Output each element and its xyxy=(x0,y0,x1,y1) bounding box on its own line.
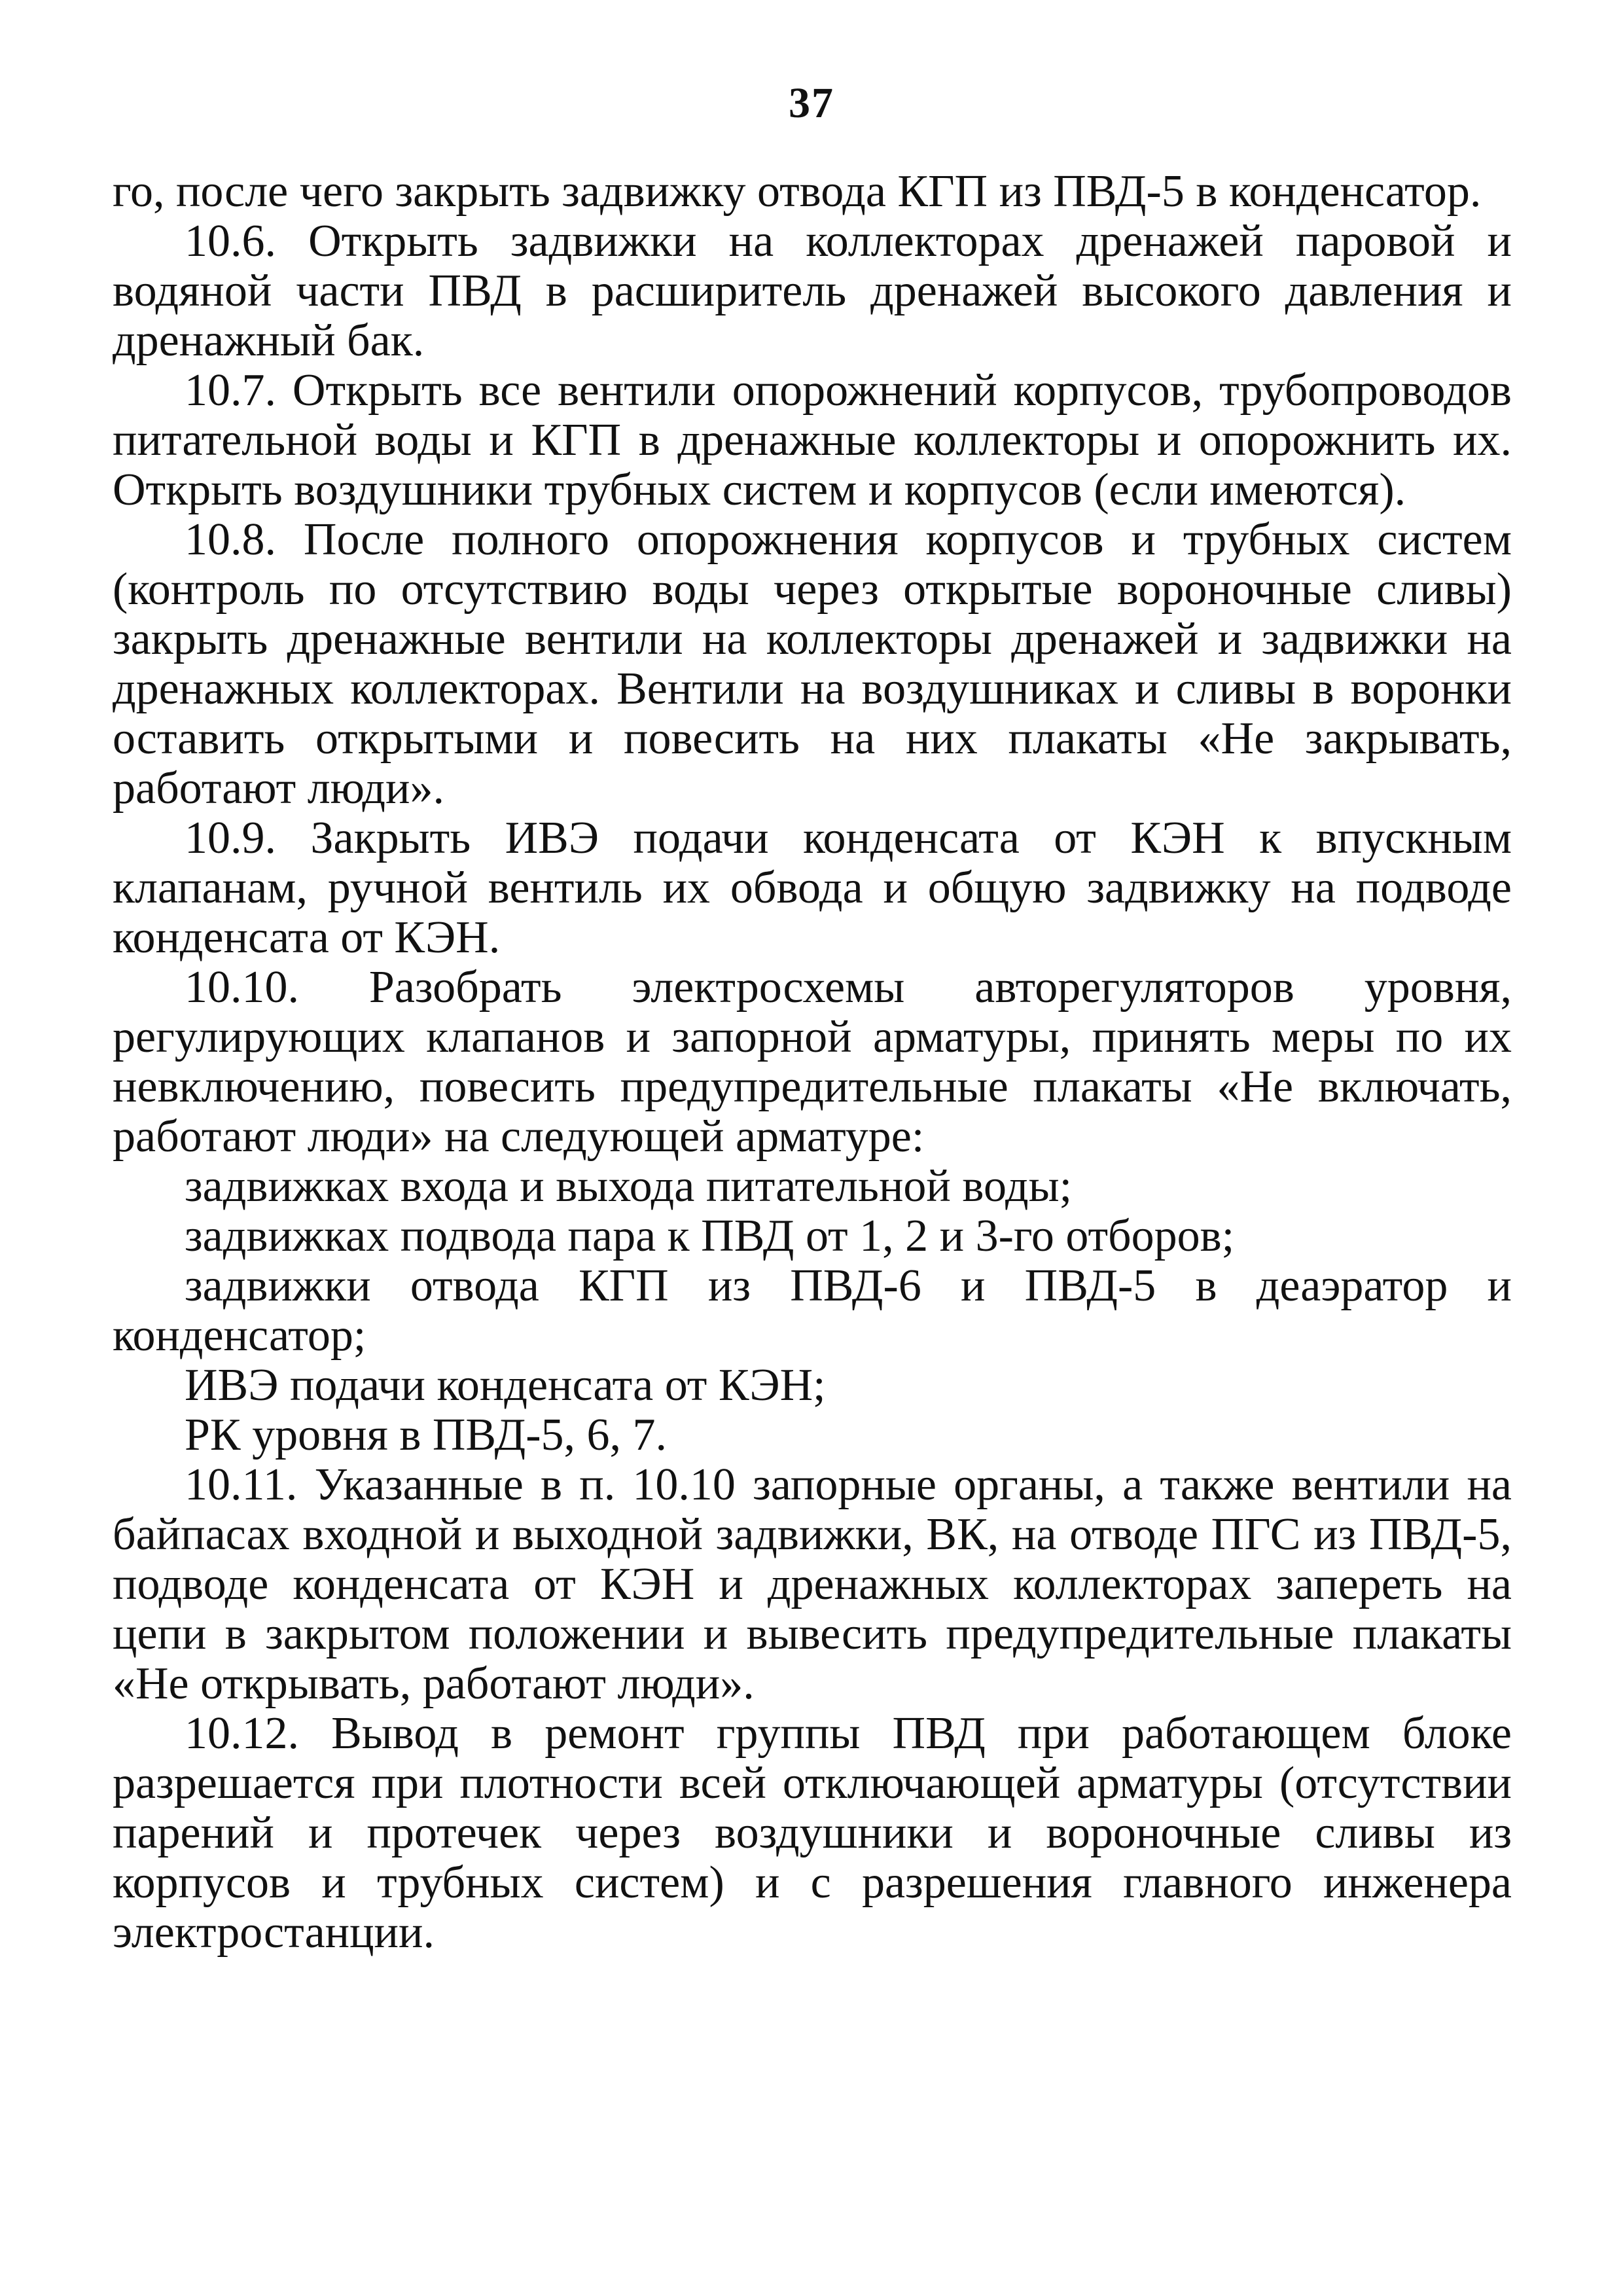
list-item: задвижках подвода пара к ПВД от 1, 2 и 3-го отборов; xyxy=(185,1211,1235,1261)
list-item: задвижках входа и выхода питательной воды; xyxy=(185,1161,1073,1211)
paragraph-10-10: 10.10. Разобрать электросхемы авторегуляторов уровня, регулирующих клапанов и запорной арматуры, принять меры по их невключению, повесить предупредительные плакаты «Не включать, работают люди» на следующей арматуре: xyxy=(113,962,1512,1162)
paragraph-10-9: 10.9. Закрыть ИВЭ подачи конденсата от КЭН к впускным клапанам, ручной вентиль их обвода и общую задвижку на подводе конденсата от КЭН. xyxy=(113,813,1512,963)
paragraph-continuation: го, после чего закрыть задвижку отвода КГП из ПВД-5 в конденсатор. xyxy=(113,166,1482,217)
paragraph-10-7: 10.7. Открыть все вентили опорожнений корпусов, трубопроводов питательной воды и КГП в дренажные коллекторы и опорожнить их. Открыть воздушники трубных систем и корпусов (если имеются). xyxy=(113,365,1512,515)
body-text xyxy=(113,167,1512,1958)
list-item: задвижки отвода КГП из ПВД-6 и ПВД-5 в деаэратор и конденсатор; xyxy=(113,1261,1512,1361)
page-number: 37 xyxy=(789,79,834,127)
list-item: РК уровня в ПВД-5, 6, 7. xyxy=(185,1410,668,1460)
paragraph-10-12: 10.12. Вывод в ремонт группы ПВД при работающем блоке разрешается при плотности всей отключающей арматуры (отсутствии парений и протечек через воздушники и вороночные сливы из корпусов и трубных систем) и с разрешения главного инженера электростанции. xyxy=(113,1708,1512,1958)
list-item: ИВЭ подачи конденсата от КЭН; xyxy=(185,1360,826,1410)
paragraph-10-6: 10.6. Открыть задвижки на коллекторах дренажей паровой и водяной части ПВД в расширитель дренажей высокого давления и дренажный бак. xyxy=(113,216,1512,366)
paragraph-10-8: 10.8. После полного опорожнения корпусов и трубных систем (контроль по отсутствию воды через открытые вороночные сливы) закрыть дренажные вентили на коллекторы дренажей и задвижки на дренажных коллекторах. Вентили на воздушниках и сливы в воронки оставить открытыми и повесить на них плакаты «Не закрывать, работают люди». xyxy=(113,514,1512,814)
paragraph-10-11: 10.11. Указанные в п. 10.10 запорные органы, а также вентили на байпасах входной и выходной задвижки, ВК, на отводе ПГС из ПВД-5, подводе конденсата от КЭН и дренажных коллекторах запереть на цепи в закрытом положении и вывесить предупредительные плакаты «Не открывать, работают люди». xyxy=(113,1460,1512,1709)
